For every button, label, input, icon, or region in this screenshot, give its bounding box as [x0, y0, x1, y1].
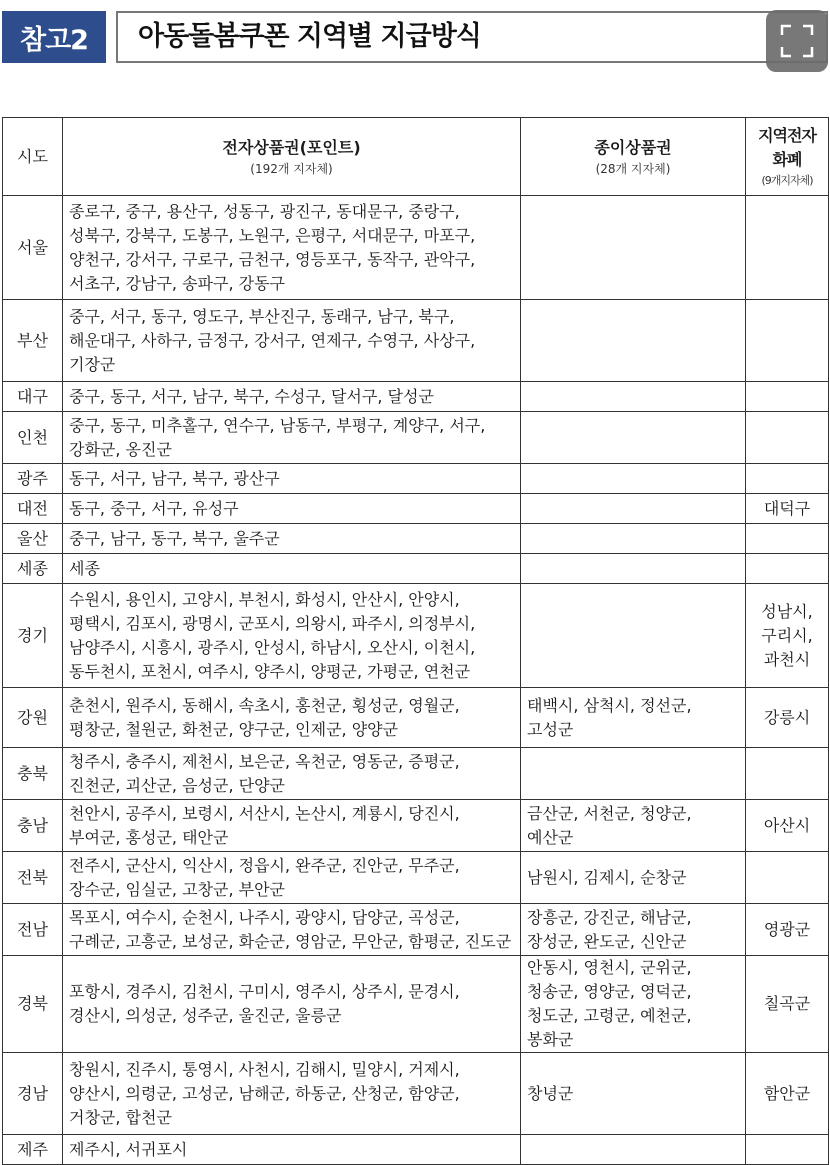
table-row	[3, 584, 829, 688]
local-currency-cell	[746, 852, 829, 904]
paper-cell	[521, 464, 746, 494]
sido-cell: 강원	[3, 688, 63, 748]
local-currency-cell	[746, 524, 829, 554]
column-header-paper	[521, 118, 746, 196]
sido-cell: 전북	[3, 852, 63, 904]
local-title-line2: 화폐	[772, 149, 802, 169]
local-currency-cell	[746, 412, 829, 464]
sido-cell: 경북	[3, 956, 63, 1053]
table-row	[3, 956, 829, 1053]
paper-cell: 안동시, 영천시, 군위군, 청송군, 영양군, 영덕군, 청도군, 고령군, 예천군, 봉화군	[521, 956, 746, 1053]
local-currency-cell	[746, 382, 829, 412]
paper-cell	[521, 196, 746, 300]
sido-cell: 광주	[3, 464, 63, 494]
paper-cell	[521, 382, 746, 412]
sido-cell: 울산	[3, 524, 63, 554]
table-row	[3, 1053, 829, 1135]
local-currency-cell: 강릉시	[746, 688, 829, 748]
local-currency-cell	[746, 196, 829, 300]
sido-cell: 대전	[3, 494, 63, 524]
paper-cell	[521, 584, 746, 688]
electronic-cell: 중구, 서구, 동구, 영도구, 부산진구, 동래구, 남구, 북구, 해운대구, 사하구, 금정구, 강서구, 연제구, 수영구, 사상구, 기장군	[63, 300, 521, 382]
local-currency-cell: 칠곡군	[746, 956, 829, 1053]
table-row	[3, 382, 829, 412]
electronic-cell: 창원시, 진주시, 통영시, 사천시, 김해시, 밀양시, 거제시, 양산시, 의령군, 고성군, 남해군, 하동군, 산청군, 함양군, 거창군, 합천군	[63, 1053, 521, 1135]
column-header-electronic	[63, 118, 521, 196]
paper-cell	[521, 748, 746, 800]
sido-cell: 경남	[3, 1053, 63, 1135]
table-row	[3, 554, 829, 584]
table-row	[3, 300, 829, 382]
electronic-cell: 제주시, 서귀포시	[63, 1135, 521, 1165]
paper-cell	[521, 300, 746, 382]
electronic-cell: 세종	[63, 554, 521, 584]
local-currency-cell: 함안군	[746, 1053, 829, 1135]
local-currency-cell	[746, 300, 829, 382]
electronic-cell: 중구, 동구, 미추홀구, 연수구, 남동구, 부평구, 계양구, 서구, 강화군, 옹진군	[63, 412, 521, 464]
table-row	[3, 800, 829, 852]
electronic-cell: 수원시, 용인시, 고양시, 부천시, 화성시, 안산시, 안양시, 평택시, 김포시, 광명시, 군포시, 의왕시, 파주시, 의정부시, 남양주시, 시흥시, 광주시, 안성시, 하남시, 오산시, 이천시, 동두천시, 포천시, 여주시, 양주시, 양평군, 가평군, 연천군	[63, 584, 521, 688]
electronic-cell: 종로구, 중구, 용산구, 성동구, 광진구, 동대문구, 중랑구, 성북구, 강북구, 도봉구, 노원구, 은평구, 서대문구, 마포구, 양천구, 강서구, 구로구, 금천구, 영등포구, 동작구, 관악구, 서초구, 강남구, 송파구, 강동구	[63, 196, 521, 300]
local-currency-cell	[746, 554, 829, 584]
table-row	[3, 196, 829, 300]
local-currency-cell	[746, 464, 829, 494]
sido-cell: 대구	[3, 382, 63, 412]
sido-cell: 전남	[3, 904, 63, 956]
electronic-cell: 목포시, 여수시, 순천시, 나주시, 광양시, 담양군, 곡성군, 구례군, 고흥군, 보성군, 화순군, 영암군, 무안군, 함평군, 진도군	[63, 904, 521, 956]
table-row	[3, 464, 829, 494]
sido-cell: 부산	[3, 300, 63, 382]
fullscreen-icon	[779, 23, 815, 59]
table-row	[3, 852, 829, 904]
electronic-cell: 청주시, 충주시, 제천시, 보은군, 옥천군, 영동군, 증평군, 진천군, 괴산군, 음성군, 단양군	[63, 748, 521, 800]
column-header-sido: 시도	[3, 118, 63, 196]
column-header-local-currency	[746, 118, 829, 196]
table-row	[3, 1135, 829, 1165]
paper-cell: 남원시, 김제시, 순창군	[521, 852, 746, 904]
paper-cell	[521, 494, 746, 524]
local-title-line1: 지역전자	[758, 125, 816, 145]
title-box	[116, 11, 828, 63]
sido-cell: 서울	[3, 196, 63, 300]
header	[0, 0, 830, 70]
electronic-cell: 전주시, 군산시, 익산시, 정읍시, 완주군, 진안군, 무주군, 장수군, 임실군, 고창군, 부안군	[63, 852, 521, 904]
paper-cell	[521, 1135, 746, 1165]
local-currency-cell: 영광군	[746, 904, 829, 956]
electronic-count: (192개 지자체)	[250, 161, 333, 176]
table-header-row	[3, 118, 829, 196]
electronic-cell: 동구, 중구, 서구, 유성구	[63, 494, 521, 524]
local-currency-cell	[746, 1135, 829, 1165]
table-row	[3, 494, 829, 524]
paper-count: (28개 지자체)	[595, 161, 671, 176]
sido-cell: 충북	[3, 748, 63, 800]
paper-cell	[521, 412, 746, 464]
local-currency-cell: 성남시, 구리시, 과천시	[746, 584, 829, 688]
electronic-cell: 중구, 동구, 서구, 남구, 북구, 수성구, 달서구, 달성군	[63, 382, 521, 412]
table-row	[3, 524, 829, 554]
sido-cell: 제주	[3, 1135, 63, 1165]
local-count: (9개지자체)	[761, 173, 813, 187]
sido-cell: 세종	[3, 554, 63, 584]
electronic-title: 전자상품권(포인트)	[222, 137, 361, 157]
paper-cell	[521, 524, 746, 554]
table-row	[3, 688, 829, 748]
fullscreen-button[interactable]	[766, 10, 828, 72]
local-currency-cell: 아산시	[746, 800, 829, 852]
electronic-cell: 천안시, 공주시, 보령시, 서산시, 논산시, 계룡시, 당진시, 부여군, 홍성군, 태안군	[63, 800, 521, 852]
paper-cell: 금산군, 서천군, 청양군, 예산군	[521, 800, 746, 852]
sido-cell: 경기	[3, 584, 63, 688]
page-title: 아동돌봄쿠폰 지역별 지급방식	[138, 21, 481, 52]
paper-cell: 창녕군	[521, 1053, 746, 1135]
reference-badge: 참고2	[2, 11, 106, 63]
table-row	[3, 904, 829, 956]
local-currency-cell	[746, 748, 829, 800]
table-row	[3, 412, 829, 464]
electronic-cell: 포항시, 경주시, 김천시, 구미시, 영주시, 상주시, 문경시, 경산시, 의성군, 성주군, 울진군, 울릉군	[63, 956, 521, 1053]
paper-cell: 태백시, 삼척시, 정선군, 고성군	[521, 688, 746, 748]
table-row	[3, 748, 829, 800]
region-table	[2, 117, 829, 1165]
paper-cell: 장흥군, 강진군, 해남군, 장성군, 완도군, 신안군	[521, 904, 746, 956]
sido-cell: 인천	[3, 412, 63, 464]
local-currency-cell: 대덕구	[746, 494, 829, 524]
electronic-cell: 중구, 남구, 동구, 북구, 울주군	[63, 524, 521, 554]
electronic-cell: 춘천시, 원주시, 동해시, 속초시, 홍천군, 횡성군, 영월군, 평창군, 철원군, 화천군, 양구군, 인제군, 양양군	[63, 688, 521, 748]
electronic-cell: 동구, 서구, 남구, 북구, 광산구	[63, 464, 521, 494]
sido-cell: 충남	[3, 800, 63, 852]
paper-cell	[521, 554, 746, 584]
paper-title: 종이상품권	[594, 137, 672, 157]
